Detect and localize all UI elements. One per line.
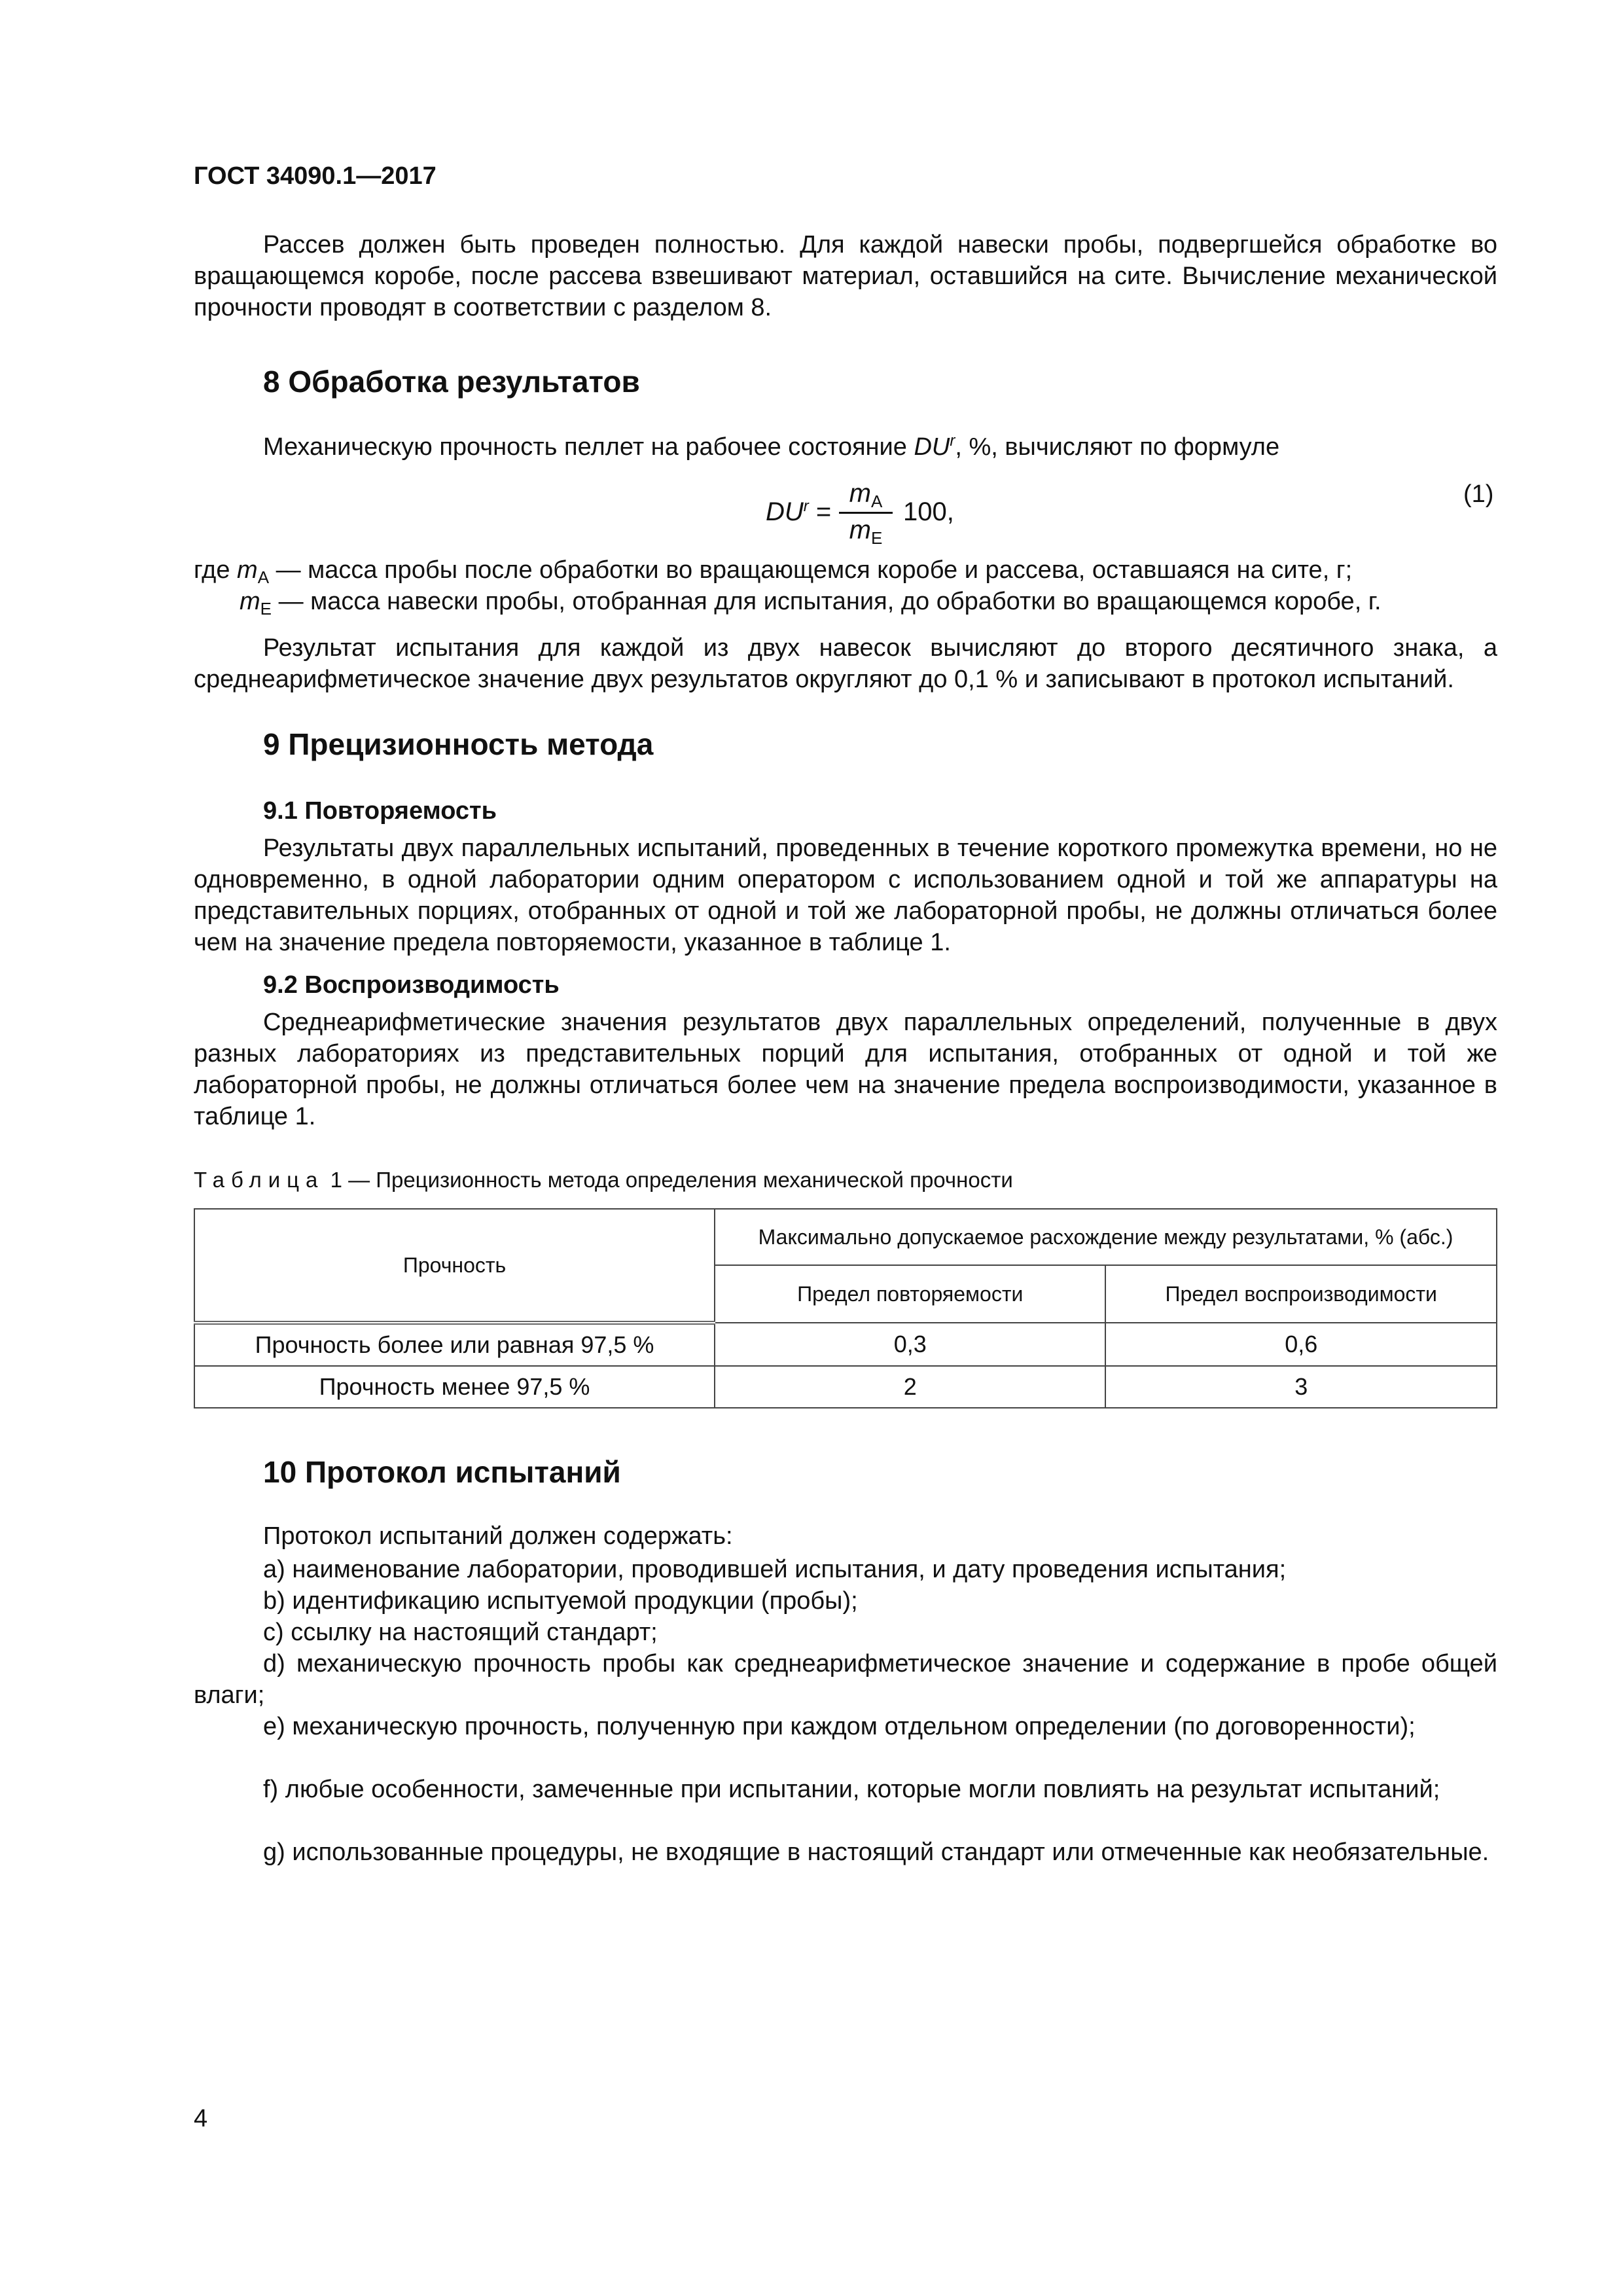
list-item: f) любые особенности, замеченные при испытании, которые могли повлиять на результат испытаний; bbox=[263, 1776, 1440, 1803]
section-8-intro: Механическую прочность пеллет на рабочее состояние $DU^r$, %, вычисляют по формуле bbox=[263, 432, 1280, 461]
section-8-heading: 8 Обработка результатов bbox=[263, 365, 640, 399]
list-item: b) идентификацию испытуемой продукции (пробы); bbox=[263, 1587, 858, 1615]
table-row bbox=[194, 1323, 1497, 1366]
table-col-reprod: Предел воспроизводимости bbox=[1105, 1265, 1497, 1323]
table-col-group: Максимально допускаемое расхождение между результатами, % (абс.) bbox=[715, 1209, 1497, 1265]
table-header-row-1 bbox=[194, 1209, 1497, 1265]
table-col-repeat: Предел повторяемости bbox=[715, 1265, 1105, 1323]
table-cell-reprod: 0,6 bbox=[1105, 1323, 1497, 1366]
subsection-9-2-text: Среднеарифметические значения результатов двух параллельных определений, полученные в двух разных лабораториях из представительных порций для испытания, отобранных от одной и той же лабораторной пробы, не должны отличаться более чем на значение предела воспроизводимости, указанное в таблице 1. bbox=[194, 1009, 1497, 1130]
subsection-9-1-heading: 9.1 Повторяемость bbox=[263, 797, 497, 825]
where-mE: $m_E$ — масса навески пробы, отобранная для испытания, до обработки во вращающемся коробе, г. bbox=[240, 588, 1382, 619]
formula-multiplier: 100, bbox=[903, 497, 954, 526]
section-10-heading: 10 Протокол испытаний bbox=[263, 1455, 621, 1489]
precision-table bbox=[194, 1208, 1497, 1408]
table-1-caption: Таблица 1 — Прецизионность метода определения механической прочности bbox=[194, 1168, 1013, 1192]
table-cell-repeat: 0,3 bbox=[715, 1323, 1105, 1366]
list-item: e) механическую прочность, полученную при каждом отдельном определении (по договоренности); bbox=[263, 1713, 1416, 1740]
table-cell-strength: Прочность менее 97,5 % bbox=[194, 1366, 715, 1408]
where-mA: где $m_A$ — масса пробы после обработки во вращающемся коробе и рассева, оставшаяся на сите, г; bbox=[194, 556, 1353, 587]
list-item: g) использованные процедуры, не входящие в настоящий стандарт или отмеченные как необязательные. bbox=[263, 1839, 1489, 1866]
result-paragraph: Результат испытания для каждой из двух навесок вычисляют до второго десятичного знака, а среднеарифметическое значение двух результатов округляют до 0,1 % и записывают в протокол испытаний. bbox=[194, 634, 1497, 693]
formula-number: (1) bbox=[1463, 480, 1494, 508]
formula-denominator: $m_E$ bbox=[849, 516, 883, 548]
table-col-strength: Прочность bbox=[194, 1209, 715, 1323]
formula-1 bbox=[766, 478, 1158, 550]
table-cell-repeat: 2 bbox=[715, 1366, 1105, 1408]
subsection-9-1-text: Результаты двух параллельных испытаний, проведенных в течение короткого промежутка времени, но не одновременно, в одной лаборатории одним оператором с использованием одной и той же аппаратуры на представительных порциях, отобранных от одной и той же лабораторной пробы, не должны отличаться более чем на значение предела повторяемости, указанное в таблице 1. bbox=[194, 834, 1497, 956]
section-9-heading: 9 Прецизионность метода bbox=[263, 727, 654, 761]
fraction-bar bbox=[839, 512, 893, 514]
formula-numerator: $m_A$ bbox=[849, 479, 883, 511]
table-cell-reprod: 3 bbox=[1105, 1366, 1497, 1408]
intro-paragraph: Рассев должен быть проведен полностью. Для каждой навески пробы, подвергшейся обработке во вращающемся коробе, после рассева взвешивают материал, оставшийся на сите. Вычисление механической прочности проводят в соответствии с разделом 8. bbox=[194, 231, 1497, 321]
list-item: d) механическую прочность пробы как среднеарифметическое значение и содержание в пробе общей влаги; bbox=[194, 1650, 1497, 1709]
page-number: 4 bbox=[194, 2105, 208, 2132]
formula-lhs: $DU^r$ = bbox=[766, 497, 832, 526]
table-row bbox=[194, 1366, 1497, 1408]
list-item: c) ссылку на настоящий стандарт; bbox=[263, 1619, 658, 1646]
subsection-9-2-heading: 9.2 Воспроизводимость bbox=[263, 971, 560, 999]
section-10-intro: Протокол испытаний должен содержать: bbox=[263, 1522, 733, 1550]
table-cell-strength: Прочность более или равная 97,5 % bbox=[194, 1323, 715, 1366]
list-item: a) наименование лаборатории, проводившей испытания, и дату проведения испытания; bbox=[263, 1556, 1287, 1583]
standard-code: ГОСТ 34090.1—2017 bbox=[194, 162, 437, 190]
